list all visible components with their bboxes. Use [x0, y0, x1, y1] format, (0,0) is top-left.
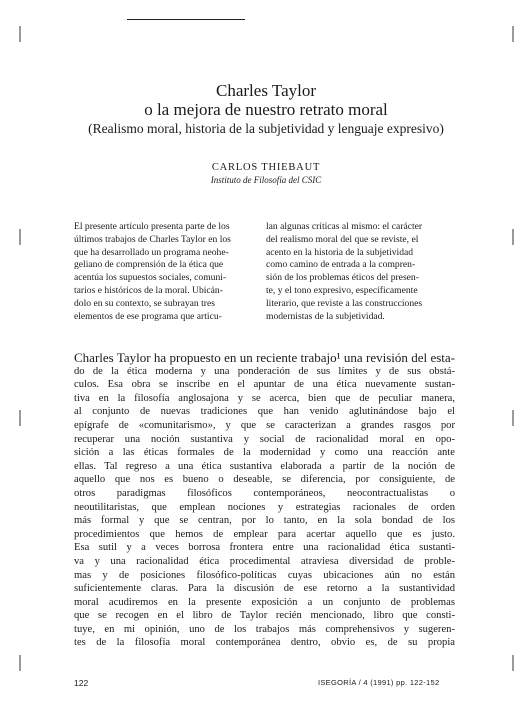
body-lines-line: tiva en la filosofía anglosajona y se acerca, bien que de peculiar manera, [74, 392, 455, 404]
article-title-line-2: o la mejora de nuestro retrato moral [144, 100, 388, 119]
body-paragraph [74, 351, 455, 650]
body-lines-line: aquello que nos es bueno o deseable, se diferencia, por consiguiente, de [74, 474, 455, 486]
body-lines-line: que se recogen en el libro de Taylor recién mencionado, libro que consti- [74, 610, 455, 622]
scan-edge-mark [19, 229, 21, 245]
body-lines-line: epígrafe de «comunitarismo», y que se caracterizan a grandes rasgos por [74, 419, 455, 431]
abstract-left-line: geliano de comprensión de la ética que [74, 259, 224, 271]
header-rule [127, 19, 245, 20]
body-lines-line: suficientemente claras. Para la discusión de ese retorno a la sustantividad [74, 583, 455, 595]
abstract-left-line: últimos trabajos de Charles Taylor en los [74, 233, 231, 245]
body-lines-line: neoutilitaristas, que emplean nociones y estrategias racionales de orden [74, 501, 455, 513]
abstract-column-right [266, 221, 449, 323]
body-lines-line: otros paradigmas filosóficos contemporáneos, neocontractualistas o [74, 487, 455, 499]
scan-edge-mark [512, 229, 514, 245]
body-lines-line: do de la ética moderna y una ponderación de sus límites y de sus obstá- [74, 365, 455, 377]
author-affiliation: Instituto de Filosofía del CSIC [210, 175, 322, 185]
abstract-left-line: elementos de ese programa que articu- [74, 310, 222, 322]
body-lines-line: procedimientos que hemos de emplear para acertar aquello que es justo. [74, 528, 455, 540]
abstract-left-line: que ha desarrollado un programa neohe- [74, 246, 229, 258]
body-lines-line: ellas. Tal regreso a una ética sustantiva elaborada a partir de la noción de [74, 460, 455, 472]
body-lines-line: Charles Taylor ha propuesto en un reciente trabajo¹ una revisión del esta- [74, 350, 455, 365]
body-lines-line: sición a las éticas formales de la modernidad y como una reacción ante [74, 447, 455, 459]
body-lines-line: al conjunto de nuevas tradiciones que han venido aglutinándose bajo el [74, 406, 455, 418]
abstract-left-line: acentúa los supuestos sociales, comuni- [74, 272, 227, 284]
scan-edge-mark [19, 26, 21, 42]
body-lines-line: más formal y que se centran, por lo tanto, en la sola bondad de los [74, 515, 455, 527]
abstract-left-line: El presente artículo presenta parte de los [74, 221, 230, 232]
abstract-right-line: como camino de entrada a la compren- [266, 259, 416, 271]
abstract-right-line: del realismo moral del que se reviste, el [266, 233, 419, 245]
page-number: 122 [74, 678, 89, 688]
abstract-right-line: sión de los problemas éticos del presen- [266, 272, 419, 284]
article-subtitle: (Realismo moral, historia de la subjetividad y lenguaje expresivo) [88, 121, 444, 136]
abstract-right-line: acento en la historia de la subjetividad [266, 246, 414, 258]
body-lines-line: culos. Esa obra se inscribe en el apuntar de una ética nuevamente sustan- [74, 379, 455, 391]
body-lines-line: recuperar una noción sustantiva y social de racionalidad moral en opo- [74, 433, 455, 445]
body-lines-line: tuye, en mi opinión, uno de los trabajos más comprehensivos y sugeren- [74, 623, 455, 635]
journal-reference: ISEGORÍA / 4 (1991) pp. 122-152 [318, 678, 440, 687]
abstract-left-line: dolo en su contexto, se subrayan tres [74, 297, 215, 309]
abstract-right-line: literario, que reviste a las construcciones [266, 297, 423, 309]
article-title-line-1: Charles Taylor [216, 81, 316, 100]
scan-edge-mark [512, 655, 514, 671]
body-lines-line: moral acudiremos en la presente exposición a un conjunto de problemas [74, 596, 455, 608]
body-lines-line: mas y de posiciones filosófico-políticas cuyas ubicaciones aún no están [74, 569, 455, 581]
scan-edge-mark [19, 655, 21, 671]
abstract-right-line: modernistas de la subjetividad. [266, 310, 385, 322]
scan-edge-mark [512, 26, 514, 42]
abstract-column-left [74, 221, 254, 323]
author-name: CARLOS THIEBAUT [211, 162, 321, 173]
body-lines-line: Esa sutil y a veces borrosa frontera entre una racionalidad ética sustanti- [74, 542, 455, 554]
abstract-right-line: lan algunas críticas al mismo: el carácter [266, 221, 423, 232]
body-lines-line: tes de la filosofía moral contemporánea dentro, obvio es, de su propia [74, 637, 455, 649]
scan-edge-mark [19, 410, 21, 426]
abstract-right-line: te, y el tono expresivo, específicamente [266, 284, 418, 296]
body-lines-line: va y una racionalidad ética procedimental atraviesa diversidad de proble- [74, 555, 455, 567]
abstract-left-line: tarios e históricos de la moral. Ubicán- [74, 284, 223, 296]
scan-edge-mark [512, 410, 514, 426]
